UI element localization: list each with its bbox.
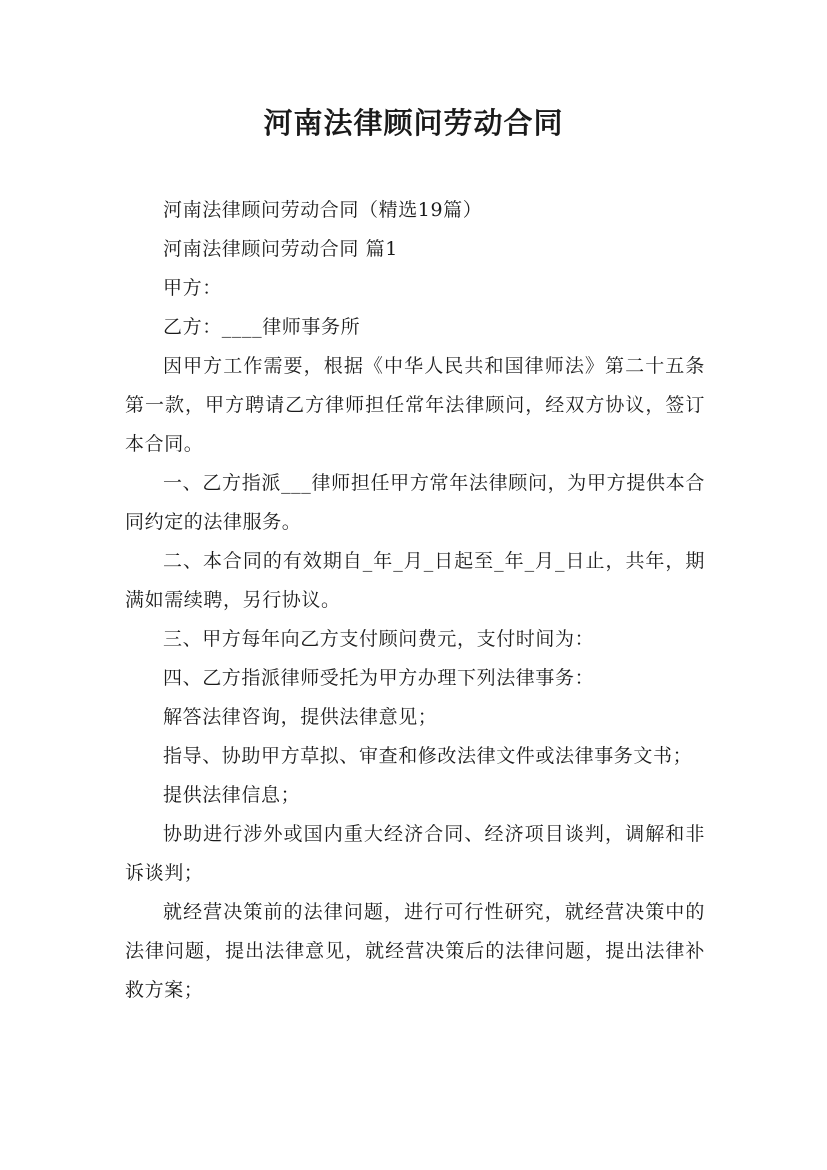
paragraph-item-2: 指导、协助甲方草拟、审查和修改法律文件或法律事务文书； (163, 745, 693, 767)
document-title: 河南法律顾问劳动合同 (263, 106, 564, 140)
paragraph-section-heading: 河南法律顾问劳动合同 篇1 (163, 238, 398, 260)
paragraph-clause-1: 一、乙方指派___律师担任甲方常年法律顾问，为甲方提供本合同约定的法律服务。 (125, 472, 705, 533)
paragraph-party-a: 甲方： (163, 277, 222, 299)
paragraph-item-5: 就经营决策前的法律问题，进行可行性研究，就经营决策中的法律问题，提出法律意见，就经营决策后的法律问题，提出法律补救方案； (125, 901, 705, 1001)
paragraph-party-b: 乙方：____律师事务所 (163, 316, 361, 338)
paragraph-clause-3: 三、甲方每年向乙方支付顾问费元，支付时间为： (163, 628, 595, 650)
paragraph-clause-2: 二、本合同的有效期自_年_月_日起至_年_月_日止，共年，期满如需续聘，另行协议。 (125, 550, 705, 611)
paragraph-item-1: 解答法律咨询，提供法律意见； (163, 706, 438, 728)
paragraph-clause-4: 四、乙方指派律师受托为甲方办理下列法律事务： (163, 667, 595, 689)
paragraph-preamble: 因甲方工作需要，根据《中华人民共和国律师法》第二十五条第一款，甲方聘请乙方律师担任常年法律顾问，经双方协议，签订本合同。 (125, 355, 705, 455)
paragraph-item-4: 协助进行涉外或国内重大经济合同、经济项目谈判，调解和非诉谈判； (125, 823, 705, 884)
paragraph-subtitle: 河南法律顾问劳动合同（精选19篇） (163, 199, 483, 221)
document-body (125, 191, 705, 1010)
paragraph-item-3: 提供法律信息； (163, 784, 301, 806)
